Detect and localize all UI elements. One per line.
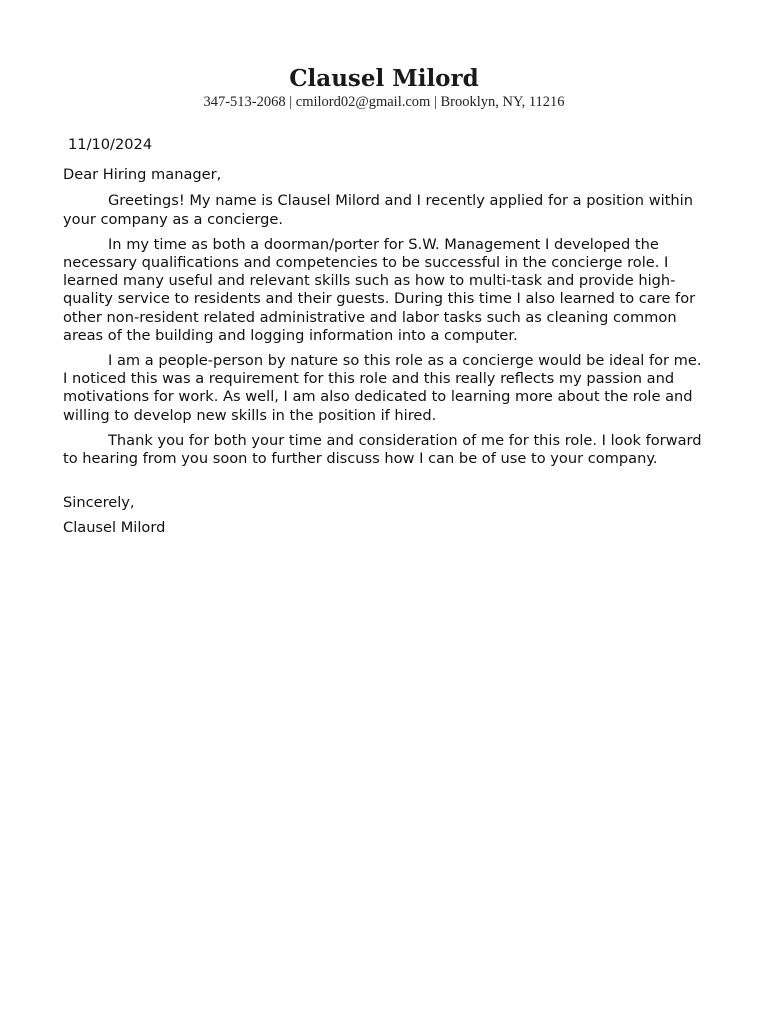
- salutation: Dear Hiring manager,: [63, 166, 222, 184]
- paragraph-experience: In my time as both a doorman/porter for S.W. Management I developed the necessary qualifications and competencies to be successful in the concierge role. I learned many useful and relevant skills such as how to multi-task and provide high-quality service to residents and their guests. During this time I also learned to care for other non-resident related administrative and labor tasks such as cleaning common areas of the building and logging information into a computer.: [63, 235, 696, 344]
- paragraph-thanks: Thank you for both your time and consideration of me for this role. I look forward to hearing from you soon to further discuss how I can be of use to your company.: [63, 431, 702, 468]
- paragraph-intro: Greetings! My name is Clausel Milord and I recently applied for a position within your company as a concierge.: [63, 192, 693, 228]
- letter-body: [63, 136, 703, 538]
- letter-date: 11/10/2024: [68, 136, 153, 153]
- sender-name: Clausel Milord: [289, 65, 479, 92]
- closing: Sincerely,: [63, 494, 135, 512]
- signature-name: Clausel Milord: [63, 519, 166, 537]
- paragraph-personality: I am a people-person by nature so this role as a concierge would be ideal for me. I noticed this was a requirement for this role and this really reflects my passion and motivations for work. As well, I am also dedicated to learning more about the role and willing to develop new skills in the position if hired.: [63, 352, 702, 424]
- sender-contact-line: 347-513-2068 | cmilord02@gmail.com | Brooklyn, NY, 11216: [203, 94, 565, 110]
- letter-header: [0, 64, 768, 110]
